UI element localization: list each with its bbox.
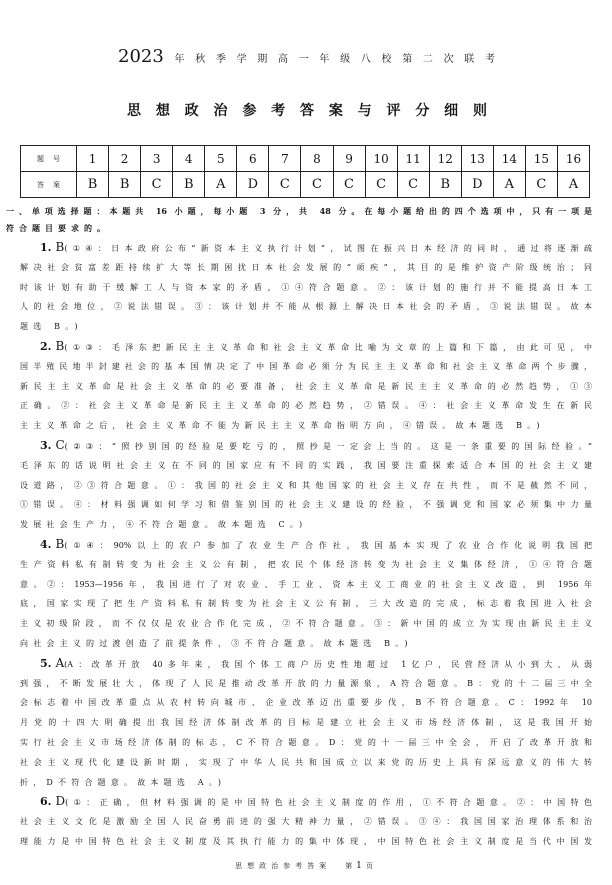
explanation-line [20, 773, 592, 793]
answer-cell: B [173, 172, 205, 198]
explanation-line [20, 575, 592, 595]
page-number: 1 [356, 861, 366, 871]
answer-cell: D [461, 172, 493, 198]
explanation-line [20, 753, 592, 773]
line-text: 毛泽东的话说明社会主义在不同的国家应有不同的实践，我国要注重探索适合本国的社会主义建 [20, 460, 592, 470]
line-text: (A：改革开放 40多年来，我国个体工商户历史性地超过 1亿户，民营经济从小到大、从弱 [64, 659, 592, 669]
answer-letter: B [55, 240, 65, 254]
line-text: 发展社会生产力，④不符合题意。故本题选 C。) [20, 520, 308, 530]
line-text: 生产资料私有制转变为社会主义公有制，把农民个体经济转变为社会主义集体经济，①④符合题 [20, 559, 592, 569]
exam-year: 2023 [118, 46, 164, 67]
section-instructions [6, 203, 592, 237]
line-text: 理能力是中国特色社会主义制度及其执行能力的集中体现，中国特色社会主义制度是当代中国发 [20, 836, 592, 846]
line-text: 会标志着中国改革重点从农村转向城市、企业改革迈出重要步伐，B不符合题意。C：1992年 10 [20, 698, 592, 708]
answer-table [20, 145, 590, 198]
question-number-cell: 11 [397, 146, 429, 172]
line-text: (①：正确，但材料强调的是中国特色社会主义制度的作用，①不符合题意。②：中国特色 [65, 798, 592, 808]
explanation-first-line [20, 436, 592, 456]
answer-letter: B [55, 536, 65, 551]
explanation-line [20, 614, 592, 634]
explanation-first-line [20, 535, 592, 555]
answer-letter: D [55, 794, 66, 809]
question-number-cell: 1 [77, 146, 109, 172]
answer-explanation-4 [20, 535, 592, 654]
question-number-cell: 9 [333, 146, 365, 172]
section-instructions-line: 符合题目要求的。 [6, 223, 110, 233]
line-text: 社会主义现代化建设新时期，实现了中华人民共和国成立以来党的历史上具有深远意义的伟大转 [20, 757, 592, 767]
explanation-line [20, 634, 592, 654]
exam-header [118, 44, 495, 70]
explanation-line [20, 357, 592, 377]
answer-cell: C [333, 172, 365, 198]
footer-page [345, 862, 377, 870]
line-text: 到强，不断发展壮大，体现了人民是推动改革开放的力量源泉，A符合题意。B：党的十二届三中全 [20, 678, 592, 688]
explanation-line [20, 495, 592, 515]
question-number-cell: 4 [173, 146, 205, 172]
question-number-cell: 3 [141, 146, 173, 172]
answer-cell: B [429, 172, 461, 198]
answer-cell: A [557, 172, 589, 198]
line-text: 主义初级阶段，而不仅仅是农业合作化完成，②不符合题意。③：新中国的成立为实现由新民主主义 [20, 619, 592, 629]
line-text: (①④：日本政府公布“新资本主义执行计划”，试图在振兴日本经济的同时，通过将逐渐疏 [64, 244, 592, 253]
line-text: 设道路，②③符合题意。①：我国的社会主义和其他国家的社会主义存在共性，而不是截然不同， [20, 480, 592, 490]
explanation-line [20, 476, 592, 496]
answer-explanations [20, 238, 592, 852]
answer-explanation-6 [20, 792, 592, 851]
explanation-line [20, 693, 592, 713]
question-number-cell: 13 [461, 146, 493, 172]
explanation-line [20, 258, 592, 278]
answer-cell: C [397, 172, 429, 198]
answer-letter: A [55, 655, 65, 670]
line-text: 人的社会地位，②说法错误。③：该计划并不能从根源上解决日本社会的矛盾，③说法错误。故本 [20, 302, 592, 312]
line-text: (①④：90%以上的农户参加了农业生产合作社，我国基本实现了农业合作化说明我国把 [64, 540, 592, 550]
answer-explanation-3 [20, 436, 592, 535]
answer-header: 答案 [21, 172, 77, 198]
page-suffix: 页 [365, 862, 377, 870]
line-text: 意。②：1953—1956年，我国进行了对农业、手工业、资本主义工商业的社会主义改造，到 1956年 [20, 579, 592, 589]
line-text: 月党的十四大明确提出我国经济体制改革的目标是建立社会主义市场经济体制，这是我国开始 [20, 718, 592, 728]
explanation-line [20, 812, 592, 832]
question-number-cell: 15 [525, 146, 557, 172]
line-text: 题选 B。) [20, 322, 83, 332]
answer-cell: C [141, 172, 173, 198]
answer-cell: C [269, 172, 301, 198]
answer-cell: A [493, 172, 525, 198]
question-number: 2. [40, 339, 52, 353]
footer-label: 思想政治参考答案 [235, 862, 332, 870]
answer-explanation-5 [20, 654, 592, 793]
answer-explanation-2 [20, 337, 592, 436]
line-text: 主主义革命之后，社会主义革命不能为新民主主义革命指明方向，④错误。故本题选 B。) [20, 421, 545, 431]
line-text: 底，国家实现了把生产资料私有制转变为社会主义公有制，三大改造的完成，标志着我国进入社会 [20, 599, 592, 609]
explanation-line [20, 594, 592, 614]
answer-letter: C [55, 437, 65, 452]
explanation-line [20, 832, 592, 852]
explanation-line [20, 713, 592, 733]
question-number: 3. [40, 438, 52, 452]
answer-cell: C [525, 172, 557, 198]
explanation-line [20, 377, 592, 397]
question-number-row [21, 146, 590, 172]
answer-letter: B [55, 338, 65, 353]
answer-cell: B [109, 172, 141, 198]
line-text: 解决社会贫富差距持续扩大等长期困扰日本社会发展的“顽疾”，其目的是维护资产阶级统治；同 [20, 262, 592, 272]
line-text: (①③：毛泽东把新民主主义革命和社会主义革命比喻为文章的上篇和下篇，由此可见，中 [64, 342, 592, 352]
explanation-line [20, 317, 592, 337]
line-text: 正确。②：社会主义革命是新民主主义革命的必然趋势，②错误。④：社会主义革命发生在新民 [20, 401, 592, 411]
question-number-header: 题号 [21, 146, 77, 172]
line-text: 新民主主义革命是社会主义革命的必要准备，社会主义革命是新民主主义革命的必然趋势，①③ [20, 381, 592, 391]
explanation-first-line [20, 792, 592, 812]
line-text: 时该计划有助于缓解工人与资本家的矛盾，①④符合题意。②：该计划的施行并不能提高日本工 [20, 282, 592, 292]
explanation-line [20, 416, 592, 436]
explanation-line [20, 674, 592, 694]
question-number-cell: 2 [109, 146, 141, 172]
line-text: 折，D不符合题意。故本题选 A。) [20, 777, 227, 787]
page-prefix: 第 [345, 862, 357, 870]
explanation-first-line [20, 654, 592, 674]
question-number-cell: 6 [237, 146, 269, 172]
answer-cell: D [237, 172, 269, 198]
line-text: (②③：“照抄别国的经验是要吃亏的，照抄是一定会上当的。这是一条重要的国际经验。” [64, 441, 592, 451]
question-number-cell: 14 [493, 146, 525, 172]
question-number-cell: 8 [301, 146, 333, 172]
question-number: 5. [40, 656, 52, 670]
explanation-line [20, 396, 592, 416]
line-text: 国半殖民地半封建社会的基本国情决定了中国革命必须分为民主主义革命和社会主义革命两个步骤， [20, 361, 592, 371]
page-title: 思想政治参考答案与评分细则 [127, 103, 487, 119]
question-number-cell: 10 [365, 146, 397, 172]
line-text: ①错误。④：材料强调如何学习和借鉴别国的社会主义建设的经验，不强调党和国家必须集中力量 [20, 500, 592, 510]
explanation-first-line [20, 337, 592, 357]
answer-cell: B [77, 172, 109, 198]
answer-explanation-1 [20, 238, 592, 337]
answer-row [21, 172, 590, 198]
question-number-cell: 12 [429, 146, 461, 172]
page-footer [0, 858, 612, 874]
question-number: 4. [40, 537, 52, 551]
explanation-line [20, 297, 592, 317]
question-number: 6. [40, 795, 52, 809]
explanation-line [20, 733, 592, 753]
line-text: 社会主义文化是激励全国人民奋勇前进的强大精神力量，②错误。③④：我国国家治理体系和治 [20, 817, 592, 827]
explanation-line [20, 515, 592, 535]
explanation-first-line [20, 238, 592, 258]
explanation-line [20, 456, 592, 476]
explanation-line [20, 555, 592, 575]
question-number: 1. [40, 241, 52, 254]
question-number-cell: 5 [205, 146, 237, 172]
section-instructions-line: 一、单项选择题：本题共 16 小题，每小题 3 分，共 48 分。在每小题给出的四个选项中，只有一项是 [6, 206, 592, 216]
answer-cell: C [365, 172, 397, 198]
answer-cell: C [301, 172, 333, 198]
answer-cell: A [205, 172, 237, 198]
line-text: 向社会主义的过渡创造了前提条件，③不符合题意。故本题选 B。) [20, 638, 413, 648]
question-number-cell: 16 [557, 146, 589, 172]
line-text: 实行社会主义市场经济体制的标志，C不符合题意。D：党的十一届三中全会，开启了改革开放和 [20, 737, 592, 747]
explanation-line [20, 278, 592, 298]
question-number-cell: 7 [269, 146, 301, 172]
exam-name: 年秋季学期高一年级八校第二次联考 [163, 54, 495, 65]
